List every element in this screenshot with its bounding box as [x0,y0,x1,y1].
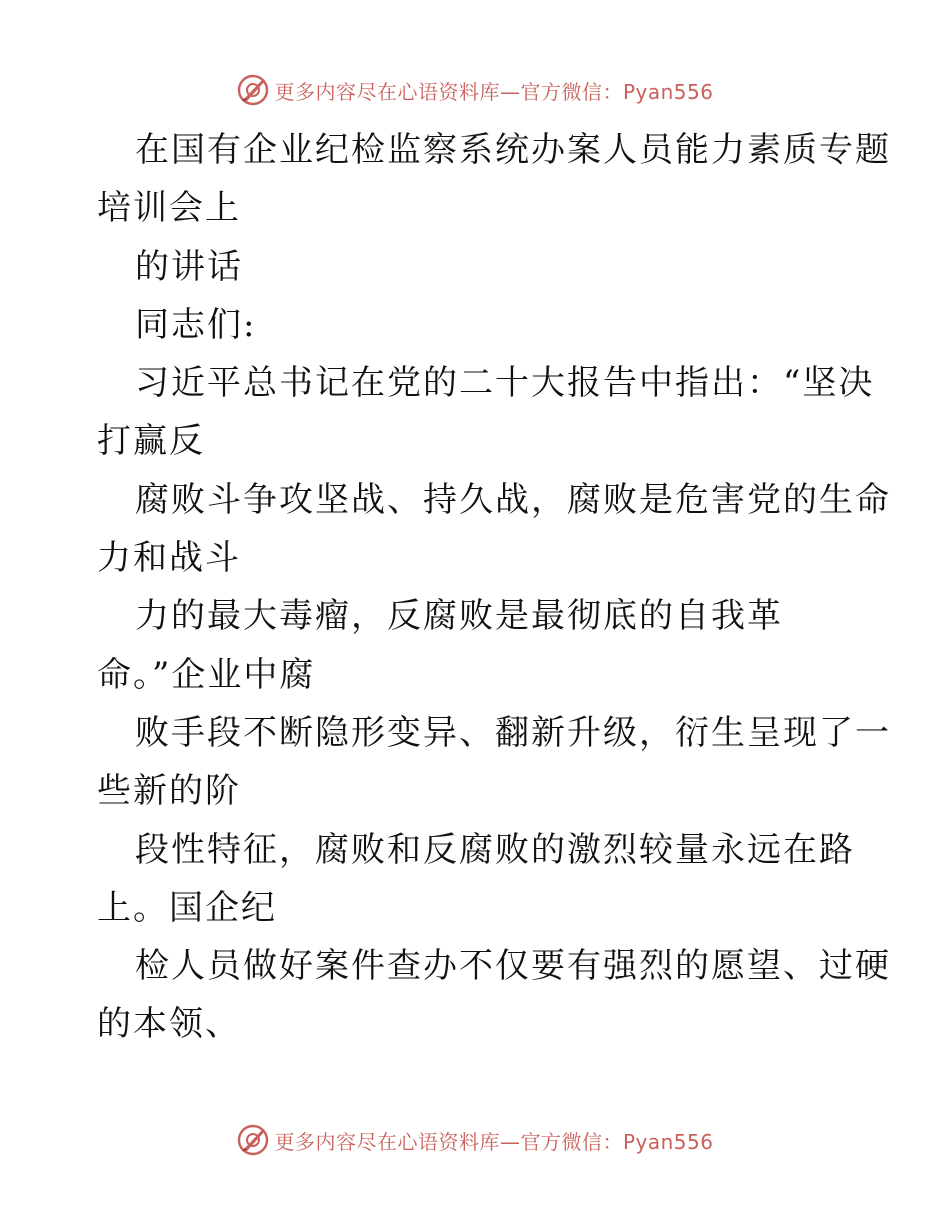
text-line: 培训会上 [97,188,241,229]
text-line: 腐败斗争攻坚战、持久战，腐败是危害党的生命 [135,479,891,520]
header-watermark [0,70,950,110]
text-line: 败手段不断隐形变异、翻新升级，衍生呈现了一 [135,712,891,753]
watermark-text: 更多内容尽在心语资料库—官方微信：Pyan556 [274,79,714,104]
watermark-group [236,1123,713,1157]
text-line: 命。”企业中腐 [97,654,316,695]
footer-watermark [0,1120,950,1160]
text-line: 上。国企纪 [97,887,277,928]
text-line: 些新的阶 [97,771,241,812]
quill-pen-circle-icon [236,73,270,107]
text-line: 同志们: [135,304,257,345]
document-body [97,121,891,1054]
watermark-text: 更多内容尽在心语资料库—官方微信：Pyan556 [274,1129,714,1154]
text-line: 的本领、 [97,1004,241,1045]
text-line: 习近平总书记在党的二十大报告中指出：“坚决 [135,363,875,404]
text-line: 检人员做好案件查办不仅要有强烈的愿望、过硬 [135,946,891,987]
watermark-group [236,73,713,107]
quill-pen-circle-icon [236,1123,270,1157]
text-line: 力的最大毒瘤，反腐败是最彻底的自我革 [135,596,783,637]
text-line: 的讲话 [135,246,243,287]
text-line: 打赢反 [97,421,205,462]
text-line: 力和战斗 [97,538,241,579]
text-line: 段性特征，腐败和反腐败的激烈较量永远在路 [135,829,855,870]
text-line: 在国有企业纪检监察系统办案人员能力素质专题 [135,130,891,170]
